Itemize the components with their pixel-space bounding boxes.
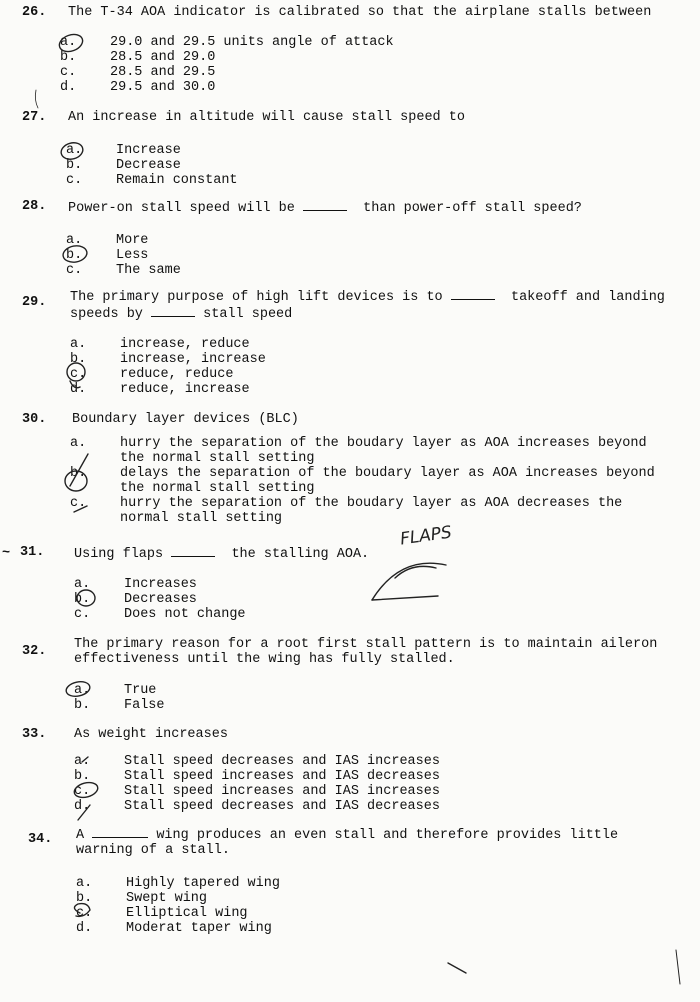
option-c[interactable]: c. 28.5 and 29.5 — [60, 65, 690, 80]
question-text: A wing produces an even stall and therefore provides little warning of a stall. — [76, 828, 619, 858]
option-b[interactable]: b. 28.5 and 29.0 — [60, 50, 690, 65]
answer-blank — [451, 288, 495, 300]
question-text: As weight increases — [74, 727, 228, 742]
option-text: More — [116, 233, 149, 248]
question-number: 33. — [22, 727, 47, 742]
option-b[interactable]: b. delays the separation of the boudary layer as AOA increases beyond the normal stall setting — [70, 466, 700, 496]
option-text: Swept wing — [126, 891, 208, 906]
option-text: Moderat taper wing — [126, 921, 272, 936]
option-c[interactable]: c. hurry the separation of the boudary layer as AOA decreases the normal stall setting — [70, 496, 700, 526]
option-a[interactable]: a. Highly tapered wing — [76, 876, 700, 891]
option-text: 28.5 and 29.5 — [110, 65, 216, 80]
option-text: Decrease — [116, 158, 181, 173]
options-27 — [66, 143, 696, 188]
option-a[interactable]: a. hurry the separation of the boudary layer as AOA increases beyond the normal stall setting — [70, 436, 700, 466]
answer-blank — [171, 545, 215, 557]
option-text: 29.5 and 30.0 — [110, 80, 216, 95]
option-text: reduce, reduce — [120, 367, 234, 382]
question-number: 27. — [22, 110, 47, 125]
options-33 — [74, 754, 700, 814]
option-text: False — [124, 698, 165, 713]
option-text: 28.5 and 29.0 — [110, 50, 216, 65]
options-28 — [66, 233, 696, 278]
option-a[interactable]: a. Increase — [66, 143, 696, 158]
option-text: 29.0 and 29.5 units angle of attack — [110, 35, 394, 50]
option-text: Stall speed decreases and IAS increases — [124, 754, 440, 769]
option-b[interactable]: b. Swept wing — [76, 891, 700, 906]
options-26 — [60, 35, 690, 95]
option-d[interactable]: d. Moderat taper wing — [76, 921, 700, 936]
option-b[interactable]: b. Less — [66, 248, 696, 263]
option-text: The same — [116, 263, 181, 278]
option-text: Increase — [116, 143, 181, 158]
handwritten-note: FLAPS — [398, 522, 454, 550]
options-31 — [74, 577, 700, 622]
option-b[interactable]: b. Decreases — [74, 592, 700, 607]
option-c[interactable]: c. Does not change — [74, 607, 700, 622]
option-text: Remain constant — [116, 173, 238, 188]
options-29 — [70, 337, 700, 397]
answer-blank — [151, 305, 195, 317]
option-a[interactable]: a. increase, reduce — [70, 337, 700, 352]
option-text: Does not change — [124, 607, 246, 622]
option-b[interactable]: b. False — [74, 698, 700, 713]
option-text: True — [124, 683, 157, 698]
option-d[interactable]: d. reduce, increase — [70, 382, 700, 397]
option-text: Decreases — [124, 592, 197, 607]
question-text: The T-34 AOA indicator is calibrated so that the airplane stalls between — [68, 5, 652, 20]
option-text: increase, increase — [120, 352, 266, 367]
question-number: 32. — [22, 644, 47, 659]
option-text: increase, reduce — [120, 337, 250, 352]
answer-blank — [303, 199, 347, 211]
option-text: Increases — [124, 577, 197, 592]
option-a[interactable]: a. Increases — [74, 577, 700, 592]
stray-mark — [448, 963, 466, 973]
question-text: Boundary layer devices (BLC) — [72, 412, 299, 427]
option-text: reduce, increase — [120, 382, 250, 397]
answer-blank — [92, 826, 148, 838]
question-number: 30. — [22, 412, 47, 427]
option-a[interactable]: a. True — [74, 683, 700, 698]
option-c[interactable]: c. reduce, reduce — [70, 367, 700, 382]
question-number: 29. — [22, 295, 47, 310]
options-32 — [74, 683, 700, 713]
option-text: Elliptical wing — [126, 906, 248, 921]
option-b[interactable]: b. Decrease — [66, 158, 696, 173]
option-a[interactable]: a. Stall speed decreases and IAS increases — [74, 754, 700, 769]
option-a[interactable]: a. 29.0 and 29.5 units angle of attack — [60, 35, 690, 50]
question-number: 34. — [28, 832, 53, 847]
option-c[interactable]: c. Remain constant — [66, 173, 696, 188]
option-c[interactable]: c. Elliptical wing — [76, 906, 700, 921]
option-text: Stall speed increases and IAS increases — [124, 784, 440, 799]
option-b[interactable]: b. increase, increase — [70, 352, 700, 367]
stray-mark — [676, 950, 680, 984]
option-text: hurry the separation of the boudary layer as AOA increases beyond the normal stall setting — [120, 436, 647, 466]
option-a[interactable]: a. More — [66, 233, 696, 248]
options-30 — [70, 436, 700, 526]
option-c[interactable]: c. Stall speed increases and IAS increases — [74, 784, 700, 799]
option-text: Highly tapered wing — [126, 876, 280, 891]
question-number: 26. — [22, 5, 47, 20]
question-text: The primary reason for a root first stall pattern is to maintain aileron effectiveness until the wing has fully stalled. — [74, 637, 658, 667]
question-text: An increase in altitude will cause stall speed to — [68, 110, 465, 125]
option-d[interactable]: d. 29.5 and 30.0 — [60, 80, 690, 95]
option-d[interactable]: d. Stall speed decreases and IAS decreases — [74, 799, 700, 814]
option-text: Stall speed increases and IAS decreases — [124, 769, 440, 784]
question-number: 28. — [22, 199, 47, 214]
option-c[interactable]: c. The same — [66, 263, 696, 278]
option-text: delays the separation of the boudary layer as AOA increases beyond the normal stall setting — [120, 466, 655, 496]
option-text: hurry the separation of the boudary layer as AOA decreases the normal stall setting — [120, 496, 623, 526]
question-number: 31. — [20, 545, 45, 560]
stray-mark — [35, 90, 38, 108]
option-text: Less — [116, 248, 149, 263]
option-b[interactable]: b. Stall speed increases and IAS decreases — [74, 769, 700, 784]
question-text: The primary purpose of high lift devices is to takeoff and landing speeds by stall speed — [70, 290, 665, 322]
options-34 — [76, 876, 700, 936]
question-text: Using flaps the stalling AOA. — [74, 547, 370, 562]
margin-mark: ~ — [2, 546, 11, 561]
question-text: Power-on stall speed will be than power-off stall speed? — [68, 201, 582, 216]
option-text: Stall speed decreases and IAS decreases — [124, 799, 440, 814]
